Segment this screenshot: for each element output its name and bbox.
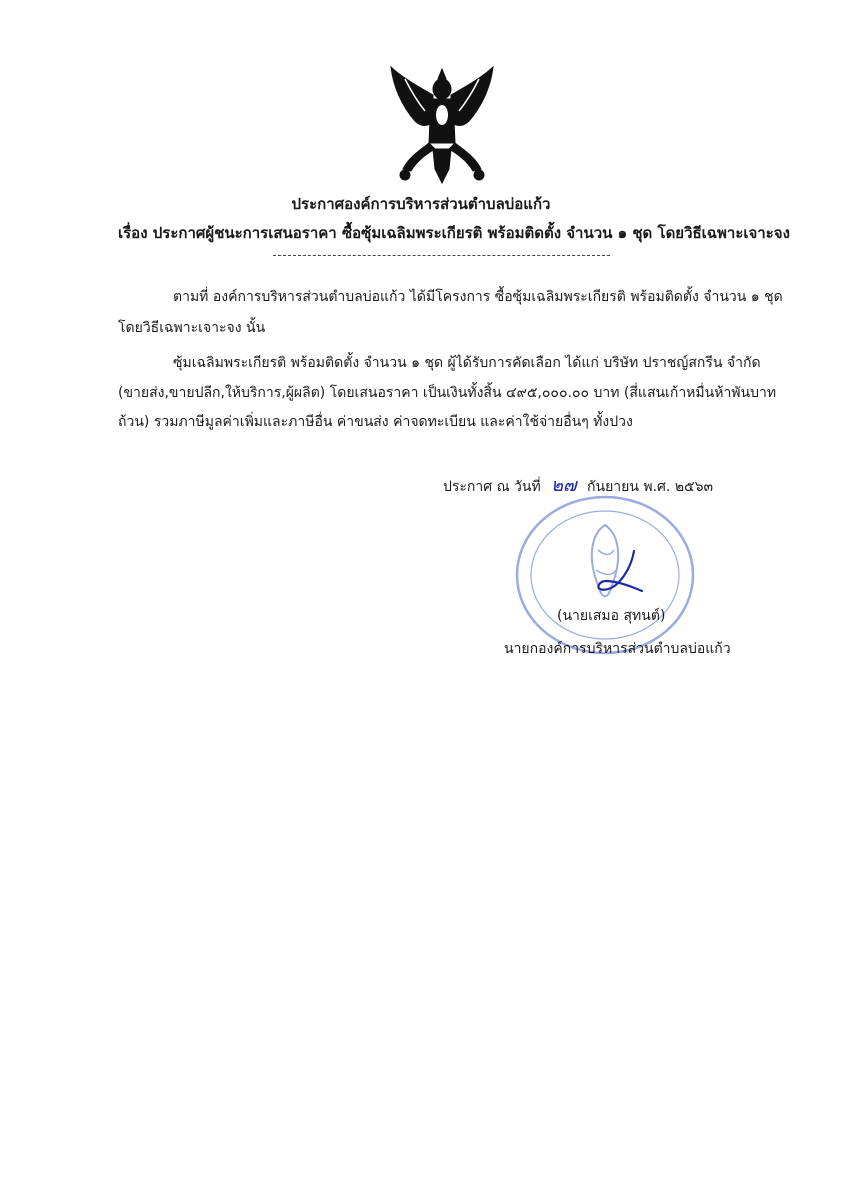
signer-name: (นายเสมอ สุทนต์) (557, 608, 666, 624)
body-line: ถ้วน) รวมภาษีมูลค่าเพิ่มและภาษีอื่น ค่าขนส่ง ค่าจดทะเบียน และค่าใช้จ่ายอื่นๆ ทั้งปวง (118, 414, 633, 430)
date-suffix: กันยายน พ.ศ. ๒๕๖๓ (587, 479, 714, 495)
date-day-handwritten: ๒๗ (551, 475, 577, 496)
body-line: โดยวิธีเฉพาะเจาะจง นั้น (118, 320, 266, 336)
body-line: ซุ้มเฉลิมพระเกียรติ พร้อมติดตั้ง จำนวน ๑ ชุด ผู้ได้รับการคัดเลือก ได้แก่ บริษัท ปราชญ์สกรีน จำกัด (173, 355, 761, 371)
body-line: (ขายส่ง,ขายปลีก,ให้บริการ,ผู้ผลิต) โดยเสนอราคา เป็นเงินทั้งสิ้น ๔๙๕,๐๐๐.๐๐ บาท (สี่แสนเก้าหมื่นห้าพันบาท (118, 385, 777, 401)
date-prefix: ประกาศ ณ วันที่ (443, 479, 541, 495)
body-line: ตามที่ องค์การบริหารส่วนตำบลบ่อแก้ว ได้มีโครงการ ซื้อซุ้มเฉลิมพระเกียรติ พร้อมติดตั้ง จำนวน ๑ ชุด (173, 289, 783, 305)
garuda-emblem-icon (385, 65, 499, 190)
signer-title: นายกองค์การบริหารส่วนตำบลบ่อแก้ว (504, 641, 731, 657)
document-title: ประกาศองค์การบริหารส่วนตำบลบ่อแก้ว (291, 195, 551, 213)
document-subject: เรื่อง ประกาศผู้ชนะการเสนอราคา ซื้อซุ้มเฉลิมพระเกียรติ พร้อมติดตั้ง จำนวน ๑ ชุด โดยวิธีเฉพาะเจาะจง (118, 224, 790, 242)
divider (273, 255, 610, 256)
signature-icon (590, 545, 650, 600)
